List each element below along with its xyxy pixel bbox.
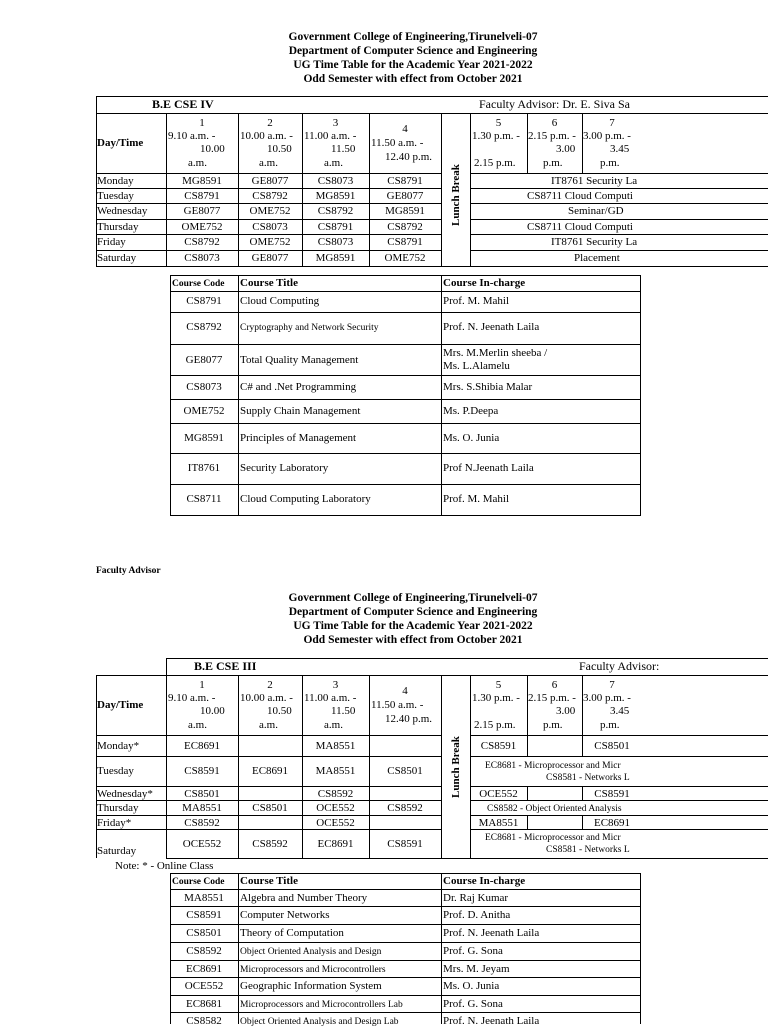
v-rule [640, 275, 641, 515]
cell-text: MG8591 [184, 432, 224, 444]
h-rule [170, 423, 641, 424]
cell-text: Mrs. S.Shibia Malar [443, 381, 533, 393]
cell-text: OME752 [249, 236, 291, 248]
cell-text: C# and .Net Programming [240, 381, 357, 393]
h-rule [96, 675, 768, 676]
cell-text: CS8791 [186, 295, 222, 307]
cell-text: Wednesday* [97, 788, 153, 800]
cell-text: 3.00 p.m. - [583, 130, 631, 142]
cell-text: Thursday [97, 221, 139, 233]
cell-text: CS8791 [387, 175, 423, 187]
h-rule [166, 658, 768, 659]
cell-text: EC8681 - Microprocessor and Micr [485, 833, 621, 843]
v-rule [441, 113, 442, 266]
cell-text: CS8073 [252, 221, 288, 233]
day-time-header: Day/Time [97, 699, 144, 711]
h-rule [96, 250, 441, 251]
cell-text: MA8551 [478, 817, 519, 829]
cell-text: CS8791 [387, 236, 423, 248]
cell-text: OME752 [183, 405, 225, 417]
cell-text: CS8582 - Object Oriented Analysis [487, 804, 622, 814]
v-rule [640, 873, 641, 1024]
cell-text: OCE552 [479, 788, 518, 800]
h-rule [170, 399, 641, 400]
cell-text: Mrs. M.Merlin sheeba / [443, 347, 548, 359]
h-rule [470, 800, 768, 801]
h-rule [470, 234, 768, 235]
cell-text: 6 [551, 679, 558, 691]
cell-text: 2.15 p.m. - [528, 692, 576, 704]
cell-text: CS8073 [317, 175, 354, 187]
cell-text: CS8792 [186, 321, 222, 333]
class-name: B.E CSE IV [152, 97, 214, 111]
v-rule [470, 675, 471, 858]
cell-text: Ms. O. Junia [443, 980, 500, 992]
semester: Odd Semester with effect from October 2021 [303, 73, 523, 85]
cell-text: Dr. Raj Kumar [443, 892, 509, 904]
h-rule [96, 219, 441, 220]
cell-text: Prof N.Jeenath Laila [443, 462, 534, 474]
cell-text: 10.00 a.m. - [240, 692, 293, 704]
cell-text: 10.00 [200, 143, 225, 155]
h-rule [170, 375, 641, 376]
cell-text: a.m. [188, 719, 207, 731]
h-rule [96, 800, 441, 801]
cell-text: EC8681 - Microprocessor and Micr [485, 761, 621, 771]
cell-text: 11.50 [331, 705, 356, 717]
h-rule [96, 266, 768, 267]
h-rule [96, 113, 768, 114]
cell-text: 3.00 [556, 705, 576, 717]
cell-text: 3.45 [610, 705, 630, 717]
h-rule [96, 234, 441, 235]
lunch-break-label: Lunch Break [450, 164, 462, 226]
faculty-advisor: Faculty Advisor: Dr. E. Siva Sa [479, 97, 630, 111]
cell-text: IT8761 Security La [551, 175, 638, 187]
cell-text: EC8691 [183, 740, 221, 752]
h-rule [96, 786, 441, 787]
h-rule [166, 858, 768, 859]
cell-text: Object Oriented Analysis and Design [240, 947, 382, 957]
cell-text: 10.50 [267, 705, 292, 717]
cell-text: CS8592 [252, 838, 288, 850]
lunch-break-label: Lunch Break [450, 736, 462, 798]
h-rule [170, 906, 641, 907]
cell-text: OME752 [249, 205, 291, 217]
v-rule [441, 275, 442, 515]
cell-text: CS8501 [387, 765, 423, 777]
cell-text: a.m. [259, 719, 278, 731]
cell-text: Prof. N. Jeenath Laila [443, 321, 540, 333]
cell-text: 9.10 a.m. - [168, 130, 216, 142]
cell-text: 3.45 [610, 143, 630, 155]
cell-text: 2 [267, 117, 273, 129]
col-course-incharge: Course In-charge [443, 875, 526, 887]
h-rule [470, 203, 768, 204]
cell-text: 10.00 a.m. - [240, 130, 293, 142]
cell-text: a.m. [324, 719, 343, 731]
cell-text: 11.50 a.m. - [371, 699, 424, 711]
cell-text: Wednesday [97, 205, 148, 217]
h-rule [170, 977, 641, 978]
cell-text: EC8691 [593, 817, 631, 829]
cell-text: p.m. [543, 719, 563, 731]
h-rule [470, 188, 768, 189]
cell-text: CS8792 [317, 205, 354, 217]
h-rule [170, 995, 641, 996]
cell-text: Monday* [97, 740, 140, 752]
cell-text: CS8592 [186, 945, 222, 957]
h-rule [470, 815, 768, 816]
cell-text: Prof. M. Mahil [443, 295, 509, 307]
department-name: Department of Computer Science and Engineering [288, 45, 538, 57]
cell-text: Prof. M. Mahil [443, 493, 509, 505]
cell-text: CS8591 [387, 838, 423, 850]
h-rule [170, 960, 641, 961]
cell-text: Prof. G. Sona [443, 998, 503, 1010]
cell-text: GE8077 [251, 175, 289, 187]
h-rule [170, 873, 641, 874]
cell-text: EC8681 [185, 998, 223, 1010]
v-rule [238, 275, 239, 515]
h-rule [170, 344, 641, 345]
h-rule [470, 735, 768, 736]
cell-text: CS8711 [186, 493, 222, 505]
col-course-code: Course Code [172, 877, 225, 887]
cell-text: 2.15 p.m. [474, 157, 516, 169]
cell-text: Friday [97, 236, 126, 248]
cell-text: MG8591 [315, 190, 356, 202]
cell-text: 1.30 p.m. - [472, 692, 520, 704]
cell-text: CS8581 - Networks L [546, 845, 630, 855]
cell-text: MA8551 [184, 892, 224, 904]
cell-text: CS8791 [184, 190, 220, 202]
cell-text: CS8592 [387, 802, 423, 814]
cell-text: a.m. [188, 157, 207, 169]
h-rule [470, 756, 768, 757]
v-rule [470, 113, 471, 266]
cell-text: Placement [574, 252, 620, 264]
cell-text: 2 [267, 679, 273, 691]
cell-text: CS8591 [184, 765, 220, 777]
cell-text: 3.00 p.m. - [583, 692, 631, 704]
cell-text: MG8591 [315, 252, 356, 264]
cell-text: MA8551 [315, 765, 356, 777]
v-rule [527, 786, 528, 800]
cell-text: CS8711 Cloud Computi [527, 190, 633, 202]
cell-text: 10.00 [200, 705, 225, 717]
cell-text: CS8591 [186, 909, 222, 921]
cell-text: Principles of Management [240, 432, 357, 444]
cell-text: CS8592 [317, 788, 354, 800]
h-rule [96, 188, 441, 189]
cell-text: CS8792 [387, 221, 423, 233]
cell-text: 11.00 a.m. - [304, 130, 357, 142]
cell-text: CS8073 [186, 381, 222, 393]
cell-text: 12.40 p.m. [385, 713, 433, 725]
cell-text: Ms. P.Deepa [443, 405, 499, 417]
department-name: Department of Computer Science and Engineering [288, 606, 538, 618]
cell-text: CS8792 [184, 236, 220, 248]
h-rule [170, 275, 641, 276]
cell-text: 4 [402, 123, 408, 135]
cell-text: CS8591 [594, 788, 630, 800]
cell-text: Supply Chain Management [240, 405, 361, 417]
cell-text: GE8077 [251, 252, 289, 264]
cell-text: Tuesday [97, 765, 134, 777]
h-rule [470, 250, 768, 251]
cell-text: OME752 [181, 221, 223, 233]
cell-text: Total Quality Management [240, 354, 359, 366]
cell-text: OCE552 [184, 980, 224, 992]
cell-text: CS8791 [317, 221, 354, 233]
h-rule [170, 484, 641, 485]
day-time-header: Day/Time [97, 137, 144, 149]
cell-text: Saturday [97, 252, 137, 264]
h-rule [470, 829, 768, 830]
cell-text: Cryptography and Network Security [240, 323, 379, 333]
cell-text: Microprocessors and Microcontrollers Lab [240, 1000, 403, 1010]
h-rule [96, 829, 441, 830]
col-course-title: Course Title [240, 277, 298, 289]
h-rule [170, 515, 641, 516]
cell-text: GE8077 [386, 190, 424, 202]
cell-text: Cloud Computing [240, 295, 320, 307]
cell-text: EC8691 [251, 765, 289, 777]
cell-text: CS8501 [184, 788, 220, 800]
semester: Odd Semester with effect from October 2021 [303, 634, 523, 646]
cell-text: Mrs. M. Jeyam [443, 963, 510, 975]
cell-text: Algebra and Number Theory [240, 892, 368, 904]
cell-text: Cloud Computing Laboratory [240, 493, 371, 505]
h-rule [170, 889, 641, 890]
cell-text: GE8077 [183, 205, 221, 217]
cell-text: CS8711 Cloud Computi [527, 221, 633, 233]
cell-text: CS8501 [252, 802, 288, 814]
cell-text: Prof. N. Jeenath Laila [443, 1015, 540, 1027]
cell-text: OCE552 [316, 802, 355, 814]
h-rule [170, 312, 641, 313]
cell-text: Geographic Information System [240, 980, 382, 992]
cell-text: 11.50 [331, 143, 356, 155]
cell-text: Prof. G. Sona [443, 945, 503, 957]
faculty-advisor-signature-label: Faculty Advisor [96, 566, 161, 576]
cell-text: CS8501 [594, 740, 630, 752]
college-name: Government College of Engineering,Tirunelveli-07 [288, 31, 538, 43]
cell-text: EC8691 [317, 838, 354, 850]
cell-text: Tuesday [97, 190, 134, 202]
cell-text: OME752 [384, 252, 426, 264]
cell-text: Microprocessors and Microcontrollers [240, 965, 386, 975]
cell-text: 9.10 a.m. - [168, 692, 216, 704]
cell-text: EC8691 [185, 963, 223, 975]
cell-text: IT8761 Security La [551, 236, 638, 248]
cell-text: p.m. [600, 157, 620, 169]
cell-text: 4 [402, 685, 408, 697]
cell-text: CS8073 [184, 252, 220, 264]
cell-text: MA8551 [182, 802, 222, 814]
cell-text: CS8591 [480, 740, 517, 752]
faculty-advisor: Faculty Advisor: [579, 659, 660, 673]
h-rule [96, 735, 441, 736]
cell-text: Monday [97, 175, 134, 187]
class-name: B.E CSE III [194, 659, 257, 673]
academic-year: UG Time Table for the Academic Year 2021-2022 [293, 620, 533, 632]
cell-text: 11.50 a.m. - [371, 137, 424, 149]
h-rule [170, 942, 641, 943]
cell-text: 3.00 [556, 143, 576, 155]
cell-text: IT8761 [187, 462, 221, 474]
cell-text: 3 [332, 679, 339, 691]
cell-text: 12.40 p.m. [385, 151, 433, 163]
h-rule [96, 756, 441, 757]
cell-text: Security Laboratory [240, 462, 329, 474]
v-rule [170, 275, 171, 515]
cell-text: 1 [199, 117, 205, 129]
cell-text: OCE552 [182, 838, 222, 850]
cell-text: GE8077 [185, 354, 223, 366]
cell-text: Prof. N. Jeenath Laila [443, 927, 540, 939]
col-course-title: Course Title [240, 875, 298, 887]
cell-text: p.m. [543, 157, 563, 169]
cell-text: 10.50 [267, 143, 292, 155]
cell-text: 6 [551, 117, 558, 129]
v-rule [238, 873, 239, 1024]
cell-text: CS8073 [317, 236, 354, 248]
cell-text: Prof. D. Anitha [443, 909, 511, 921]
cell-text: Friday* [97, 817, 132, 829]
cell-text: Ms. O. Junia [443, 432, 500, 444]
cell-text: MG8591 [182, 175, 222, 187]
cell-text: 5 [495, 117, 502, 129]
cell-text: a.m. [259, 157, 278, 169]
college-name: Government College of Engineering,Tirunelveli-07 [288, 592, 538, 604]
cell-text: 11.00 a.m. - [304, 692, 357, 704]
cell-text: CS8792 [252, 190, 288, 202]
cell-text: 2.15 p.m. - [528, 130, 576, 142]
cell-text: Saturday [97, 845, 137, 857]
cell-text: Seminar/GD [568, 205, 624, 217]
v-rule [441, 675, 442, 858]
cell-text: 5 [495, 679, 502, 691]
cell-text: a.m. [324, 157, 343, 169]
cell-text: CS8581 - Networks L [546, 773, 630, 783]
h-rule [470, 786, 768, 787]
cell-text: p.m. [600, 719, 620, 731]
h-rule [170, 1012, 641, 1013]
academic-year: UG Time Table for the Academic Year 2021-2022 [293, 59, 533, 71]
v-rule [527, 815, 528, 829]
cell-text: 3 [332, 117, 339, 129]
cell-text: MA8551 [315, 740, 356, 752]
cell-text: 7 [609, 117, 615, 129]
col-course-incharge: Course In-charge [443, 277, 526, 289]
cell-text: OCE552 [316, 817, 355, 829]
cell-text: 1 [199, 679, 205, 691]
cell-text: Object Oriented Analysis and Design Lab [240, 1017, 399, 1027]
cell-text: CS8582 [186, 1015, 222, 1027]
h-rule [96, 815, 441, 816]
cell-text: Ms. L.Alamelu [443, 360, 510, 372]
cell-text: 2.15 p.m. [474, 719, 516, 731]
cell-text: Computer Networks [240, 909, 330, 921]
cell-text: 1.30 p.m. - [472, 130, 520, 142]
cell-text: 7 [609, 679, 615, 691]
col-course-code: Course Code [172, 279, 225, 289]
cell-text: Theory of Computation [240, 927, 344, 939]
h-rule [96, 173, 441, 174]
h-rule [470, 219, 768, 220]
v-rule [441, 873, 442, 1024]
cell-text: CS8501 [186, 927, 222, 939]
online-class-note: Note: * - Online Class [115, 860, 214, 872]
h-rule [170, 924, 641, 925]
cell-text: CS8592 [184, 817, 220, 829]
h-rule [170, 453, 641, 454]
h-rule [470, 173, 768, 174]
cell-text: Thursday [97, 802, 139, 814]
h-rule [96, 203, 441, 204]
h-rule [170, 291, 641, 292]
cell-text: MG8591 [385, 205, 425, 217]
